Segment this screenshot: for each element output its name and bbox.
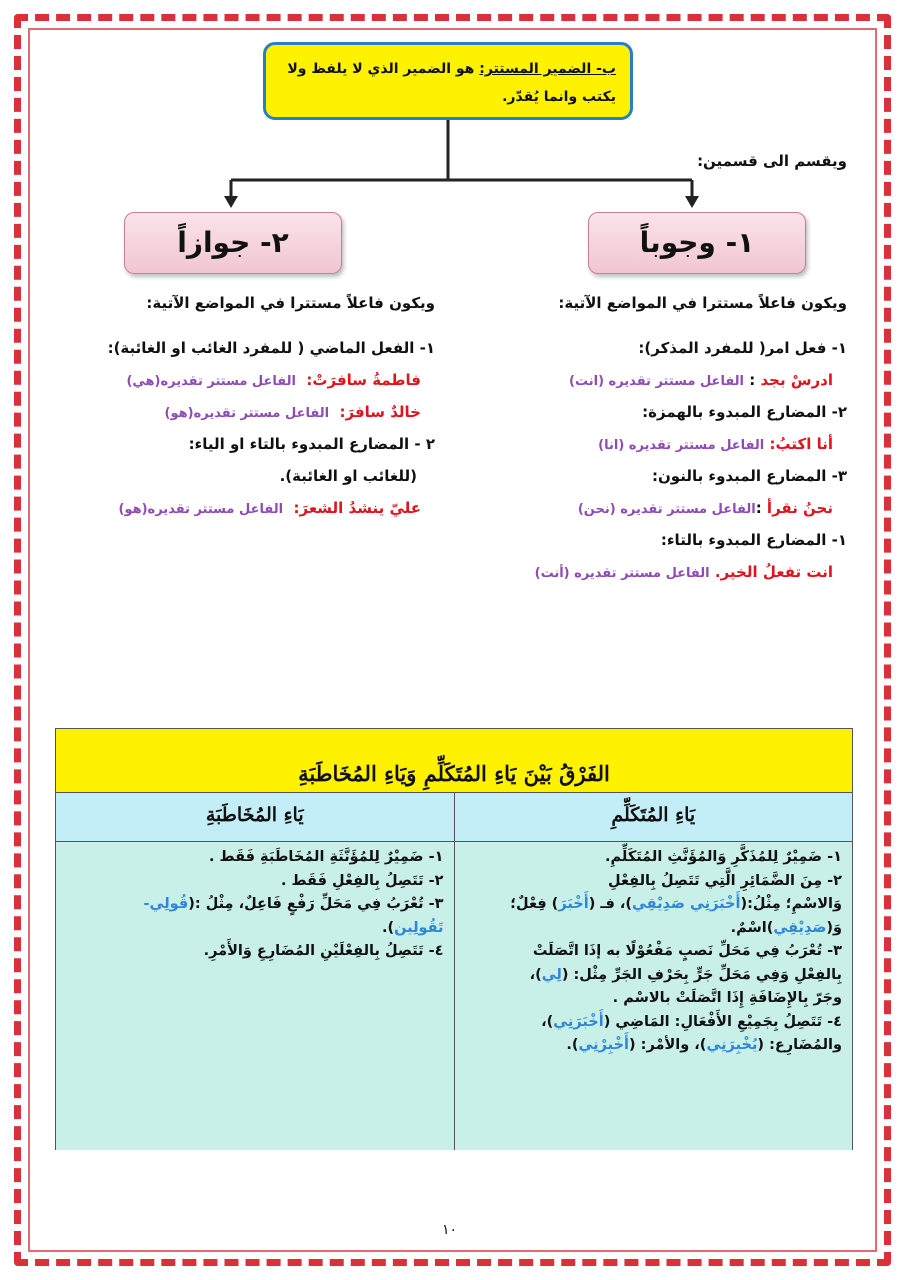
table-header-row bbox=[56, 793, 852, 842]
rule-item-cont: (للغائب او الغائبة). bbox=[279, 467, 417, 485]
explanation: الفاعل مستتر تقديره(هو) bbox=[118, 502, 284, 517]
header-speaker: يَاءِ المُتَكَلِّمِ bbox=[454, 793, 853, 841]
line bbox=[465, 917, 843, 941]
text: )، bbox=[541, 1013, 554, 1030]
explanation: الفاعل مستتر تقديره(هي) bbox=[126, 374, 296, 389]
text: ٣- تُعْرَبُ فِي مَحَلِّ رَفْعٍ فَاعِلٌ، مِثْلُ :( bbox=[188, 896, 444, 912]
text: )، والأمْر: ( bbox=[629, 1037, 707, 1053]
example: يُخْبِرَنِي bbox=[706, 1037, 758, 1053]
text: بِالفِعْلِ وَفِي مَحَلِّ جَرٍّ بِحَرْفِ الجَرِّ مِثْل: ( bbox=[561, 966, 842, 983]
example: خالدٌ سافرَ: bbox=[339, 403, 421, 421]
line: ١- ضَمِيْرٌ لِلمُؤَنَّثَةِ المُخَاطَبَةِ فَقَط . bbox=[209, 849, 444, 865]
text: والمُضَارِع: ( bbox=[757, 1037, 842, 1053]
explanation: الفاعل مستتر تقديره (نحن) bbox=[577, 502, 756, 517]
obligatory-column bbox=[487, 294, 847, 588]
example-row bbox=[55, 492, 435, 524]
line: ٤- تَتَصِلُ بِالفِعْلَيْنِ المُضَارِعِ وَالأَمْرِ. bbox=[203, 943, 444, 959]
example: فاطمةُ سافرَتْ: bbox=[306, 371, 421, 389]
rule-item: ٣- المضارع المبدوء بالنون: bbox=[651, 467, 847, 485]
addressee-cell bbox=[56, 842, 454, 1150]
example-row bbox=[487, 428, 847, 460]
definition-term: ب- الضمير المستتر: bbox=[479, 61, 616, 77]
example: أَخْبَرَ bbox=[558, 896, 589, 912]
text: ٤- تَتَصِلُ بِجَمِيْعِ الأَفْعَالِ: المَاضِي ( bbox=[603, 1013, 842, 1030]
explanation: الفاعل مستتر تقديره (انا) bbox=[598, 438, 765, 453]
example-row bbox=[55, 396, 435, 428]
optional-column bbox=[55, 294, 435, 524]
definition-box bbox=[263, 42, 633, 120]
divides-label: ويقسم الى قسمين: bbox=[697, 152, 847, 170]
example: أنا اكتبُ: bbox=[769, 435, 833, 453]
table-title: الفَرْقُ بَيْنَ يَاءِ المُتَكَلِّمِ وَيَاءِ المُخَاطَبَةِ bbox=[56, 729, 852, 793]
example: أَخْبَرَنِي bbox=[553, 1013, 604, 1030]
example: صَدِيْقِي bbox=[773, 919, 827, 936]
line bbox=[465, 893, 843, 917]
example: تَقُولِين bbox=[394, 919, 444, 936]
line bbox=[66, 893, 444, 917]
rule-item: ١- فعل امر( للمفرد المذكر): bbox=[638, 339, 847, 357]
example: انت تفعلُ الخير. bbox=[714, 563, 833, 581]
example: لِي bbox=[541, 966, 562, 983]
text: ). bbox=[381, 919, 395, 936]
line: ٢- مِنَ الضَّمَائِرِ الَّتِي تَتَصِلُ بِالفِعْلِ bbox=[608, 872, 842, 889]
text: ). bbox=[566, 1037, 579, 1053]
speaker-cell bbox=[454, 842, 853, 1150]
example-row bbox=[487, 492, 847, 524]
example: عليّ ينشدُ الشعرَ: bbox=[293, 499, 421, 517]
example-row bbox=[487, 556, 847, 588]
optional-intro: ويكون فاعلاً مستترا في المواضع الآتية: bbox=[146, 294, 435, 312]
line bbox=[66, 917, 444, 941]
text: ) فِعْلٌ؛ bbox=[510, 896, 559, 912]
obligatory-intro: ويكون فاعلاً مستترا في المواضع الآتية: bbox=[558, 294, 847, 312]
optional-box: ٢- جوازاً bbox=[124, 212, 342, 274]
separator: : bbox=[755, 499, 767, 517]
text: )، فـ ( bbox=[588, 896, 632, 912]
explanation: الفاعل مستتر تقديره(هو) bbox=[164, 406, 330, 421]
rule-item: ١- المضارع المبدوء بالتاء: bbox=[660, 531, 847, 549]
line bbox=[465, 1034, 843, 1058]
text: )، bbox=[529, 966, 542, 983]
example: ادرسْ بجد bbox=[760, 371, 833, 389]
line bbox=[465, 964, 843, 988]
example-row bbox=[55, 364, 435, 396]
rule-item: ٢- المضارع المبدوء بالهمزة: bbox=[642, 403, 847, 421]
example: نحنُ نقرأ bbox=[766, 499, 833, 517]
line: ١- ضَمِيْرٌ لِلمُذَكَّرِ وَالمُؤَنَّثِ المُتَكَلِّمِ. bbox=[605, 849, 842, 865]
line bbox=[465, 1011, 843, 1035]
example: أَخْبِرْنِي bbox=[578, 1037, 629, 1053]
header-addressee: يَاءِ المُخَاطَبَةِ bbox=[205, 804, 304, 826]
explanation: الفاعل مستتر تقديره (أنت) bbox=[534, 566, 710, 581]
page-number: ١٠ bbox=[442, 1222, 458, 1238]
text: وَ( bbox=[826, 919, 842, 936]
text: وَالاسْمِ؛ مِثْلُ:( bbox=[740, 896, 842, 912]
rule-item: ٢ - المضارع المبدوء بالتاء او الياء: bbox=[188, 435, 435, 453]
text: )اسْمٌ. bbox=[730, 919, 774, 936]
comparison-table bbox=[55, 728, 853, 1150]
table-body-row bbox=[56, 842, 852, 1150]
example: أَخْبَرَنِي صَدِيْقِي bbox=[632, 896, 741, 912]
obligatory-box: ١- وجوباً bbox=[588, 212, 806, 274]
definition-text: هو الضمير الذي لا يلفظ ولا يكتب وانما يُقدّر. bbox=[287, 61, 616, 105]
example-row bbox=[487, 364, 847, 396]
line: ٣- تُعْرَبُ فِي مَحَلِّ نَصبٍ مَفْعُوْلًا به إذَا اتَّصَلَتْ bbox=[532, 943, 842, 959]
rule-item: ١- الفعل الماضي ( للمفرد الغائب او الغائبة): bbox=[107, 339, 435, 357]
line: وجَرّ بِالإِضَافَةِ إِذَا اتَّصَلَتْ بالاسْم . bbox=[612, 990, 842, 1006]
explanation: الفاعل مستتر تقديره (انت) bbox=[569, 374, 745, 389]
separator: : bbox=[744, 371, 761, 389]
example: قُولِي- bbox=[143, 896, 189, 912]
line: ٢- تَتَصِلُ بِالفِعْلِ فَقَط . bbox=[280, 872, 444, 889]
